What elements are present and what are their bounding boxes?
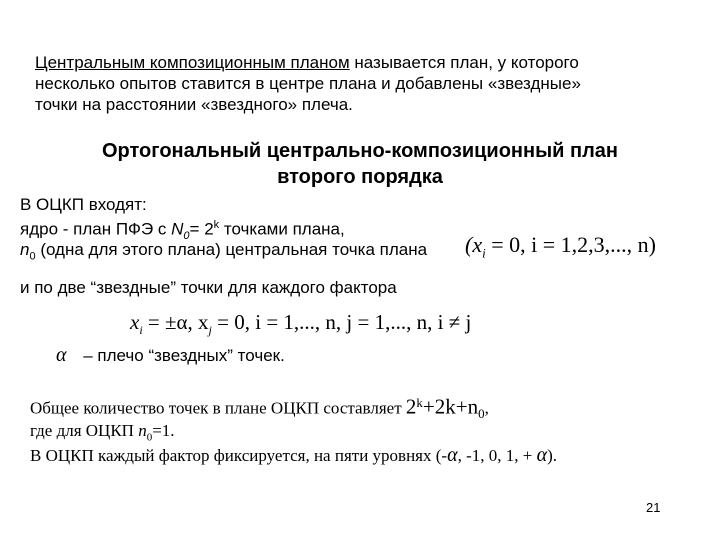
core-prefix: ядро - план ПФЭ с [20, 219, 172, 239]
center-formula [465, 232, 656, 261]
summary-formula-rest: +2k+n [422, 394, 479, 419]
definition-line-1-rest: называется план, у которого [349, 53, 579, 72]
core-N-sub: 0 [183, 230, 190, 243]
includes-heading: В ОЦКП входят: [20, 195, 147, 214]
summary-line-3 [30, 444, 557, 467]
star-formula-sub-j: j [208, 323, 212, 338]
definition-line-2: несколько опытов ставится в центре плана и добавлены «звездные» [35, 74, 581, 93]
alpha-symbol: α [56, 344, 67, 366]
summary-formula-2: 2 [405, 394, 417, 419]
star-formula-mid2: = 0, i = 1,..., n, j = 1,..., n, i ≠ j [211, 310, 472, 334]
summary-line-3-mid: , -1, 0, 1, + [457, 446, 537, 465]
summary-n: n [138, 421, 147, 440]
summary-formula-k: k [416, 395, 423, 410]
core-N: N [171, 219, 184, 239]
star-formula [130, 310, 471, 338]
summary-line-1-end: , [484, 398, 489, 418]
center-formula-x: (x [465, 232, 483, 257]
alpha-line [56, 344, 285, 367]
definition-paragraph [35, 52, 581, 115]
core-k: k [213, 219, 220, 231]
definition-term: Центральным композиционным планом [35, 53, 350, 72]
summary-line-2-end: =1. [152, 421, 175, 440]
star-points-line: и по две “звездные” точки для каждого фактора [20, 278, 397, 297]
core-suffix: точками плана, [219, 219, 345, 239]
center-formula-sub: i [482, 245, 486, 261]
summary-line-3-end: ). [547, 446, 557, 465]
center-text: (одна для этого плана) центральная точка плана [35, 240, 428, 259]
summary-line-1-prefix: Общее количество точек в плане ОЦКП составляет [30, 398, 406, 418]
star-formula-mid1: = ±α, x [142, 310, 209, 334]
center-n: n [20, 240, 30, 259]
center-formula-rest: = 0, i = 1,2,3,..., n) [485, 232, 656, 257]
center-n-sub: 0 [29, 250, 36, 263]
summary-alpha-1: α [447, 444, 458, 466]
summary-alpha-2: α [536, 444, 548, 466]
title-line-2: второго порядка [277, 166, 443, 188]
star-formula-x: x [130, 310, 140, 334]
summary-line-3-prefix: В ОЦКП каждый фактор фиксируется, на пяти уровнях (- [30, 446, 448, 465]
center-line [20, 239, 427, 267]
title-line-1: Ортогональный центрально-композиционный план [102, 140, 618, 162]
summary-line-2-prefix: где для ОЦКП [30, 421, 139, 440]
star-formula-sub-i: i [139, 323, 143, 338]
summary-n-sub: 0 [146, 431, 153, 444]
definition-line-3: точки на расстоянии «звездного» плеча. [35, 95, 353, 114]
core-eq: = 2 [189, 219, 214, 239]
alpha-text: – плечо “звездных” точек. [78, 346, 285, 365]
page-number: 21 [646, 500, 661, 515]
slide-title [0, 138, 720, 190]
summary-formula-sub: 0 [478, 406, 485, 422]
definition-line-1 [35, 52, 581, 73]
